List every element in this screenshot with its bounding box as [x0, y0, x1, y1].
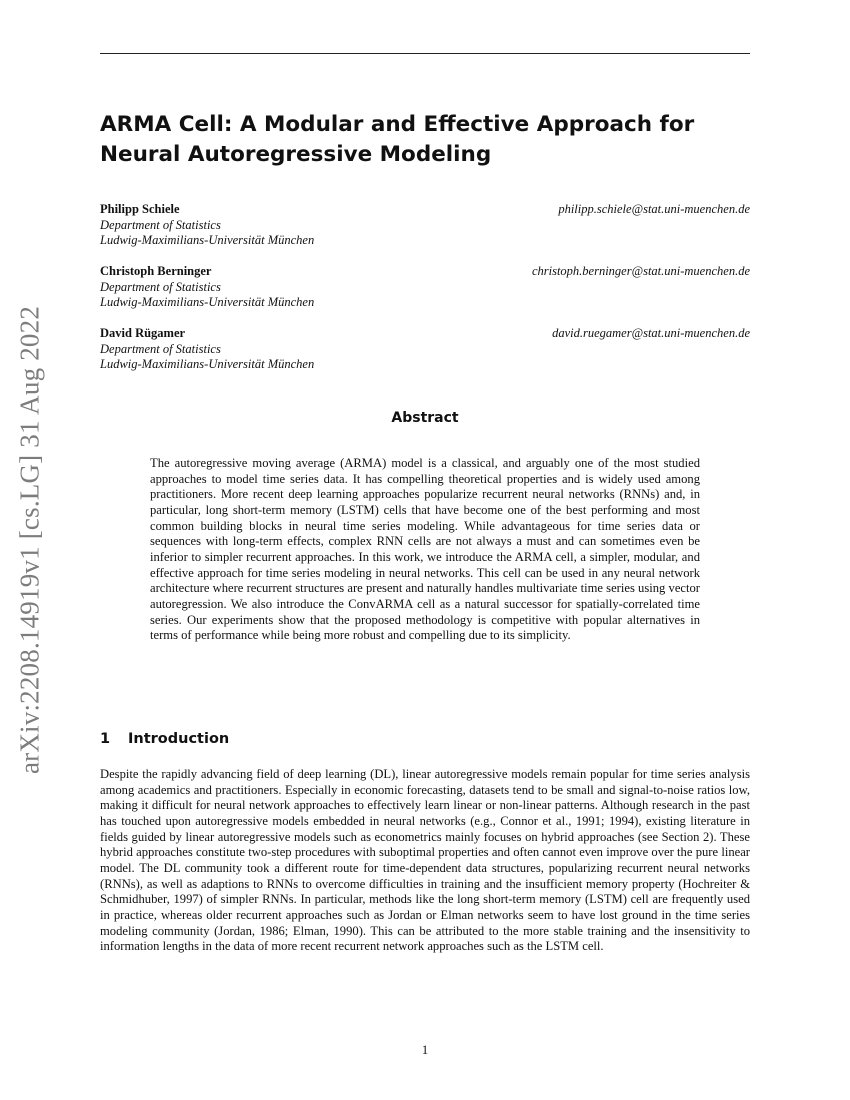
author-institution: Ludwig-Maximilians-Universität München	[100, 295, 315, 309]
section-title: Introduction	[128, 731, 230, 747]
page-number: 1	[421, 1043, 429, 1057]
author-institution: Ludwig-Maximilians-Universität München	[100, 233, 315, 247]
author-name: David Rügamer	[100, 326, 186, 340]
introduction-text: Despite the rapidly advancing field of deep learning (DL), linear autoregressive models remain popular for time series analysis among academics and practitioners. Especially in economic forecasting, datasets tend to be small and signal-to-noise ratios low, making it difficult for neural network approaches to effectively learn linear or non-linear patterns. Although research in the past has touched upon autoregressive models embedded in neural networks (e.g., Connor et al., 1991; 1994), existing literature in fields guided by linear autoregressive models such as econometrics mainly focuses on hybrid approaches (see Section 2). These hybrid approaches constitute two-step procedures with suboptimal properties and often cannot even improve over the pure linear model. The DL community took a different route for time-dependent data structures, popularizing recurrent neural networks (RNNs), as well as adaptions to RNNs to overcome difficulties in training and the insufficient memory property (Hochreiter & Schmidhuber, 1997) of simpler RNNs. In particular, methods like the long short-term memory (LSTM) cell are frequently used in practice, whereas older recurrent approaches such as Jordan or Elman networks seem to have lost ground in the time series modeling community (Jordan, 1986; Elman, 1990). This can be attributed to the more stable training and the insensitivity to information lengths in the data of more recent recurrent network approaches such as the LSTM cell.	[100, 767, 750, 954]
arxiv-identifier: arXiv:2208.14919v1 [cs.LG] 31 Aug 2022	[14, 305, 45, 775]
author-name: Philipp Schiele	[100, 202, 180, 216]
author-department: Department of Statistics	[100, 341, 221, 356]
author-department: Department of Statistics	[100, 279, 221, 294]
author-block	[100, 202, 750, 249]
author-block	[100, 326, 750, 373]
paper-title: ARMA Cell: A Modular and Effective Approach for Neural Autoregressive Modeling	[100, 112, 695, 167]
abstract-heading: Abstract	[391, 410, 459, 426]
author-block	[100, 264, 750, 311]
author-email[interactable]: christoph.berninger@stat.uni-muenchen.de	[531, 264, 750, 278]
header-rule	[100, 53, 750, 54]
author-institution: Ludwig-Maximilians-Universität München	[100, 357, 315, 371]
section-heading-introduction	[100, 731, 750, 747]
abstract-text: The autoregressive moving average (ARMA) model is a classical, and arguably one of the most studied approaches to model time series data. It has compelling theoretical properties and is widely used among practitioners. More recent deep learning approaches popularize recurrent neural networks (RNNs) and, in particular, long short-term memory (LSTM) cells that have become one of the best performing and most common building blocks in neural time series modeling. While advantageous for time series data or sequences with long-term effects, complex RNN cells are not always a must and can sometimes even be inferior to simpler recurrent approaches. In this work, we introduce the ARMA cell, a simpler, modular, and effective approach for time series modeling in neural networks. This cell can be used in any neural network architecture where recurrent structures are present and naturally handles multivariate time series using vector autoregression. We also introduce the ConvARMA cell as a natural successor for spatially-correlated time series. Our experiments show that the proposed methodology is competitive with popular alternatives in terms of performance while being more robust and compelling due to its simplicity.	[150, 456, 700, 643]
author-department: Department of Statistics	[100, 217, 221, 232]
author-email[interactable]: david.ruegamer@stat.uni-muenchen.de	[552, 326, 750, 340]
author-name: Christoph Berninger	[100, 264, 212, 278]
author-email[interactable]: philipp.schiele@stat.uni-muenchen.de	[558, 202, 750, 216]
section-number: 1	[100, 731, 111, 747]
arxiv-stamp	[0, 280, 60, 800]
